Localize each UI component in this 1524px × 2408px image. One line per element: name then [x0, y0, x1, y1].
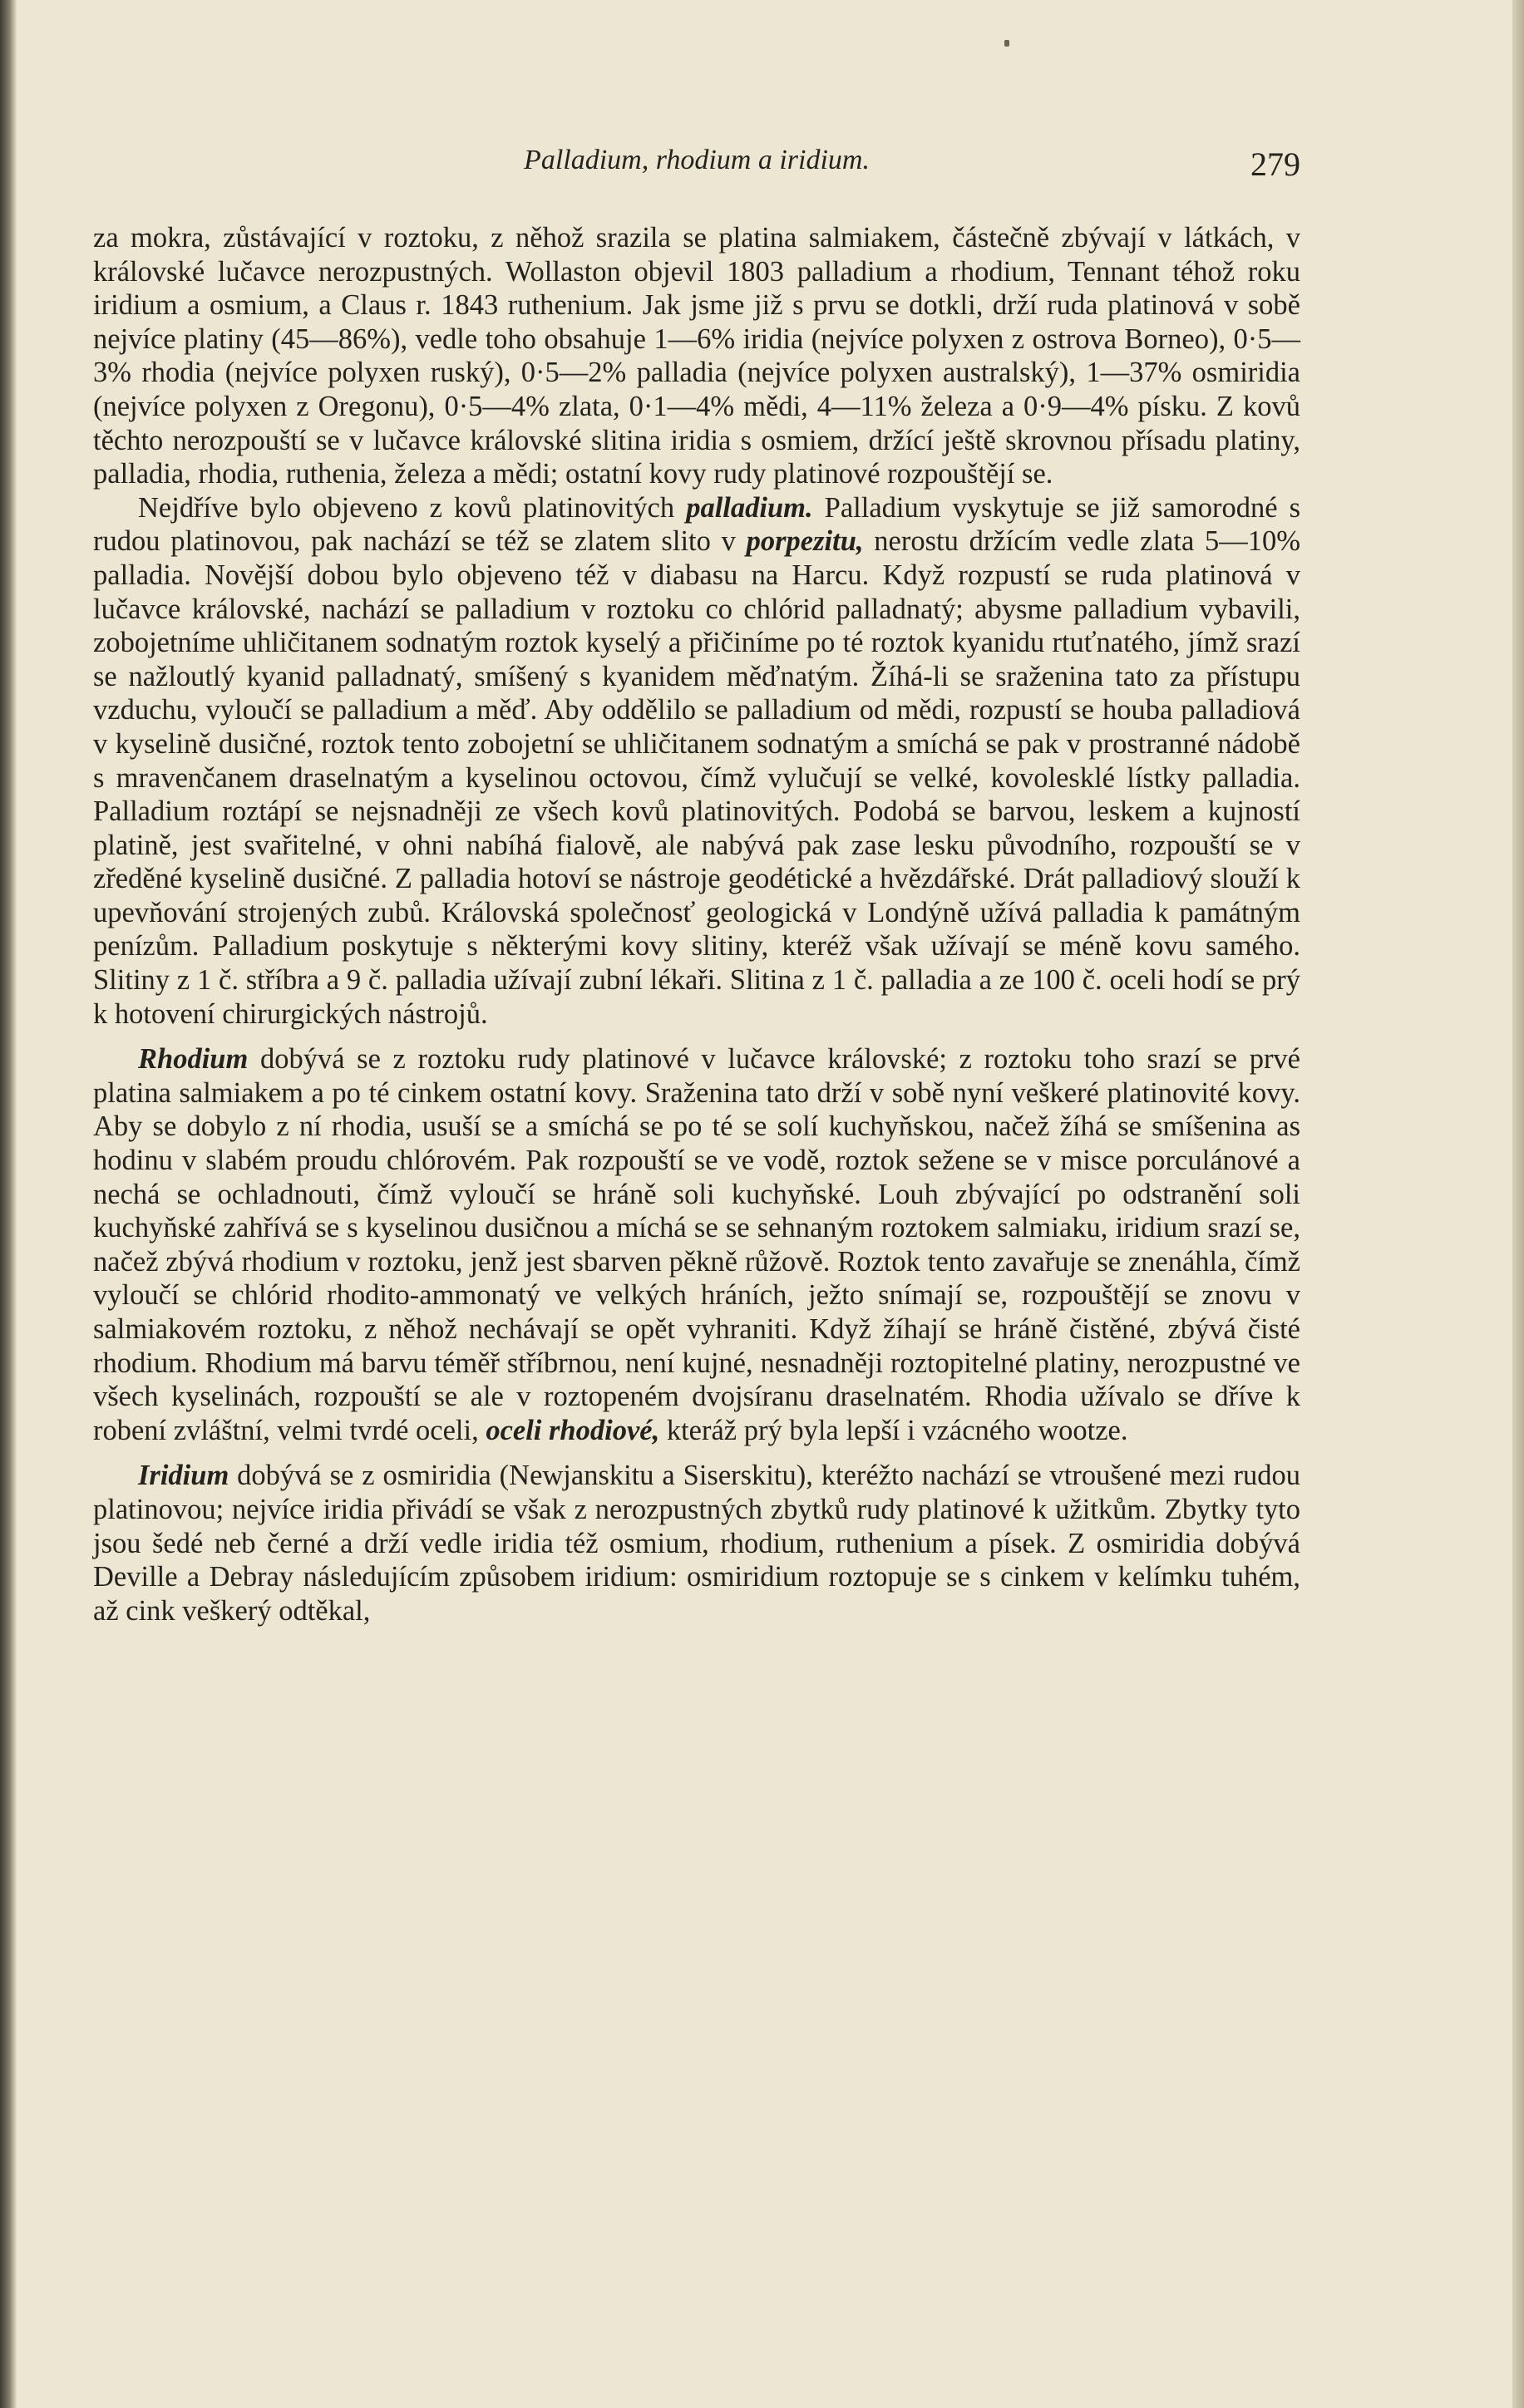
- emphasized-term: porpezitu,: [746, 525, 864, 558]
- paragraph-4: [93, 1459, 1300, 1627]
- paragraph-1: [93, 221, 1300, 491]
- page-header: [93, 145, 1300, 191]
- emphasized-term: Rhodium: [138, 1043, 249, 1076]
- text-run: za mokra, zůstávající v roztoku, z něhož srazila se platina salmiakem, částečně zbývají v látkách, v královské lučavce nerozpustných. Wollaston objevil 1803 palladium a rhodium, Tennant téhož roku iridium a osmium, a Claus r. 1843 ruthenium. Jak jsme již s prvu se dotkli, drží ruda platinová v sobě nejvíce platiny (45—86%), vedle toho obsahuje 1—6% iridia (nejvíce polyxen z ostrova Borneo), 0·5—3% rhodia (nejvíce polyxen ruský), 0·5—2% palladia (nejvíce polyxen australský), 1—37% osmiridia (nejvíce polyxen z Oregonu), 0·5—4% zlata, 0·1—4% mědi, 4—11% železa a 0·9—4% písku. Z kovů těchto nerozpouští se v lučavce královské slitina iridia s osmiem, držící ještě skrovnou přísadu platiny, palladia, rhodia, ruthenia, železa a mědi; ostatní kovy rudy platinové rozpouštějí se.: [93, 222, 1300, 490]
- text-run: dobývá se z osmiridia (Newjanskitu a Siserskitu), kteréžto nachází se vtroušené mezi rudou platinovou; nejvíce iridia přivádí se však z nerozpustných zbytků rudy platinové k užitkům. Zbytky tyto jsou šedé neb černé a drží vedle iridia též osmium, rhodium, ruthenium a písek. Z osmiridia dobývá Deville a Debray následujícím způsobem iridium: osmiridium roztopuje se s cinkem v kelímku tuhém, až cink veškerý odtěkal,: [93, 1460, 1300, 1627]
- paragraph-3: [93, 1042, 1300, 1447]
- emphasized-term: Iridium: [138, 1460, 229, 1492]
- paragraph-2: [93, 491, 1300, 1032]
- page-number: 279: [1250, 145, 1300, 183]
- text-run: Nejdříve bylo objeveno z kovů platinovitých: [138, 491, 687, 524]
- emphasized-term: oceli rhodiové,: [486, 1414, 660, 1446]
- page-edge: [1512, 0, 1524, 2408]
- text-run: kteráž prý byla lepší i vzácného wootze.: [659, 1414, 1128, 1446]
- running-title: Palladium, rhodium a iridium.: [524, 145, 870, 175]
- print-speck: [1004, 40, 1009, 47]
- emphasized-term: palladium.: [686, 491, 813, 524]
- text-run: dobývá se z roztoku rudy platinové v lučavce královské; z roztoku toho srazí se prvé platina salmiakem a po té cinkem ostatní kovy. Sraženina tato drží v sobě nyní veškeré platinovité kovy. Aby se dobylo z ní rhodia, usuší se a smíchá se po té se solí kuchyňskou, načež žíhá se smíšenina as hodinu v slabém proudu chlórovém. Pak rozpouští se ve vodě, roztok sežene se v misce porculánové a nechá se ochladnouti, čímž vyloučí se hráně soli kuchyňské. Louh zbývající po odstranění soli kuchyňské zahřívá se s kyselinou dusičnou a míchá se se sehnaným roztokem salmiaku, iridium srazí se, načež zbývá rhodium v roztoku, jenž jest sbarven pěkně růžově. Roztok tento zavařuje se znenáhla, čímž vyloučí se chlórid rhodito-ammonatý ve velkých hráních, ježto snímají se, rozpouštějí se znovu v salmiakovém roztoku, z něhož nechávají se opět vyhraniti. Když žíhají se hráně čistěné, zbývá čisté rhodium. Rhodium má barvu téměř stříbrnou, není kujné, nesnadněji roztopitelné platiny, nerozpustné ve všech kyselinách, rozpouští se ale v roztopeném dvojsíranu draselnatém. Rhodia užívalo se dříve k robení zvláštní, velmi tvrdé oceli,: [93, 1043, 1300, 1446]
- binding-shadow: [0, 0, 17, 2408]
- text-run: nerostu držícím vedle zlata 5—10% palladia. Novější dobou bylo objeveno též v diabasu na Harcu. Když rozpustí se ruda platinová v lučavce královské, nachází se palladium v roztoku co chlórid palladnatý; abysme palladium vybavili, zobojetníme uhličitanem sodnatým roztok kyselý a přičiníme po té roztok kyanidu rtuťnatého, jímž srazí se nažloutlý kyanid palladnatý, smíšený s kyanidem měďnatým. Žíhá-li se sraženina tato za přístupu vzduchu, vyloučí se palladium a měď. Aby oddělilo se palladium od mědi, rozpustí se houba palladiová v kyselině dusičné, roztok tento zobojetní se uhličitanem sodnatým a smíchá se pak v prostranné nádobě s mravenčanem draselnatým a kyselinou octovou, čímž vylučují se velké, kovolesklé lístky palladia. Palladium roztápí se nejsnadněji ze všech kovů platinovitých. Podobá se barvou, leskem a kujností platině, jest svařitelné, v ohni nabíhá fialově, ale nabývá pak zase lesku původního, rozpouští se v zředěné kyselině dusičné. Z palladia hotoví se nástroje geodétické a hvězdářské. Drát palladiový slouží k upevňování strojených zubů. Královská společnosť geologická v Londýně užívá palladia k památným penízům. Palladium poskytuje s některými kovy slitiny, kteréž však užívají se méně kovu samého. Slitiny z 1 č. stříbra a 9 č. palladia užívají zubní lékaři. Slitina z 1 č. palladia a ze 100 č. oceli hodí se prý k hotovení chirurgických nástrojů.: [93, 525, 1300, 1030]
- body-text: [93, 221, 1300, 1627]
- text-run: Palladium vyskytuje se již samorodné s rudou platinovou, pak nachází se též se zlatem slito v: [93, 491, 1300, 558]
